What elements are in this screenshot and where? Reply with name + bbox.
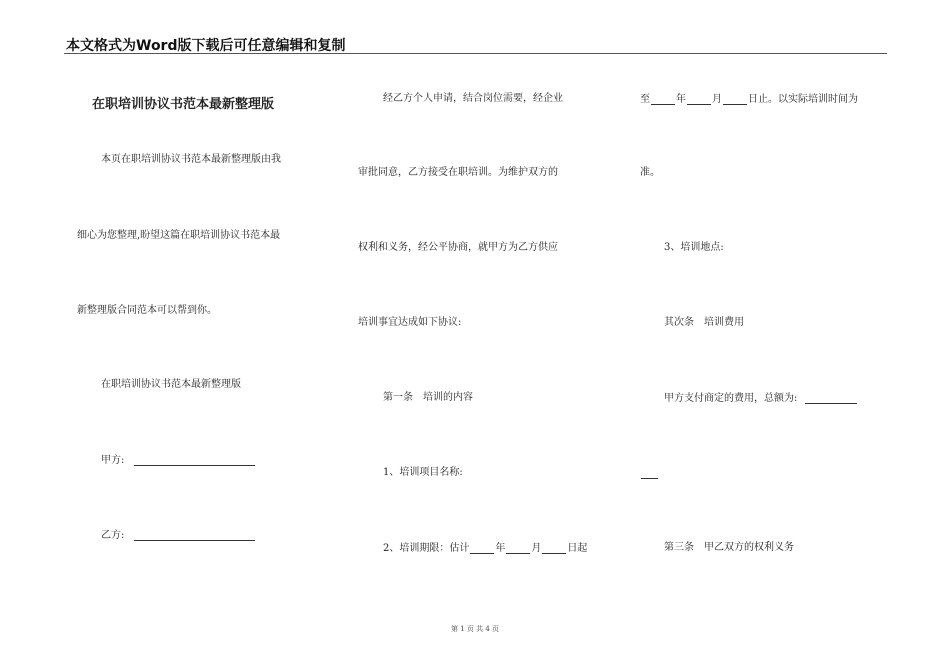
party-a-row (101, 455, 256, 466)
col2-line-4: 培训事宜达成如下协议: (358, 317, 462, 328)
fee-total-row (664, 393, 858, 404)
training-location: 3、培训地点: (664, 242, 724, 253)
col2-line-3: 权利和义务，经公平协商，就甲方为乙方供应 (358, 242, 558, 253)
end-year-unit: 年 (676, 94, 686, 105)
end-month-unit: 月 (712, 94, 722, 105)
col2-line-2: 审批同意，乙方接受在职培训。为维护双方的 (358, 167, 558, 178)
article-1-heading: 第一条 培训的内容 (383, 392, 473, 403)
agreement-subtitle: 在职培训协议书范本最新整理版 (101, 379, 241, 390)
end-year-blank (651, 94, 675, 105)
party-a-blank (134, 455, 255, 466)
start-day-unit: 日起 (567, 543, 588, 554)
end-day-blank (723, 94, 747, 105)
training-end-row (640, 94, 858, 105)
col3-line-2: 准。 (640, 167, 660, 178)
month-blank (506, 543, 530, 554)
party-a-label: 甲方: (101, 455, 125, 466)
intro-line-1: 本页在职培训协议书范本最新整理版由我 (101, 154, 281, 165)
end-day-text: 日止。以实际培训时间为 (748, 94, 858, 105)
training-period-row (383, 543, 587, 554)
training-period-label: 2、培训期限：估计 (383, 543, 470, 554)
col2-line-1: 经乙方个人申请，结合岗位需要，经企业 (383, 93, 563, 104)
document-banner: 本文格式为Word版下载后可任意编辑和复制 (66, 38, 346, 54)
header-rule (64, 53, 887, 54)
training-item-name: 1、培训项目名称: (383, 467, 463, 478)
day-blank (542, 543, 566, 554)
end-month-blank (687, 94, 711, 105)
intro-line-3: 新整理版合同范本可以帮到你。 (77, 305, 217, 316)
party-b-blank (134, 530, 255, 541)
article-2-heading: 其次条 培训费用 (664, 317, 744, 328)
article-3-heading: 第三条 甲乙双方的权利义务 (664, 542, 794, 553)
intro-line-2: 细心为您整理,盼望这篇在职培训协议书范本最 (77, 230, 281, 241)
fee-total-blank-continued (640, 468, 659, 479)
fee-total-blank (805, 393, 857, 404)
year-blank (470, 543, 494, 554)
party-b-row (101, 530, 256, 541)
party-b-label: 乙方: (101, 530, 125, 541)
fee-total-label: 甲方支付商定的费用，总额为: (664, 393, 798, 404)
page-number: 第 1 页 共 4 页 (450, 625, 500, 633)
fee-total-blank-2 (641, 468, 658, 479)
document-title: 在职培训协议书范本最新整理版 (92, 97, 275, 112)
end-label: 至 (640, 94, 650, 105)
year-unit: 年 (495, 543, 506, 554)
month-unit: 月 (531, 543, 542, 554)
